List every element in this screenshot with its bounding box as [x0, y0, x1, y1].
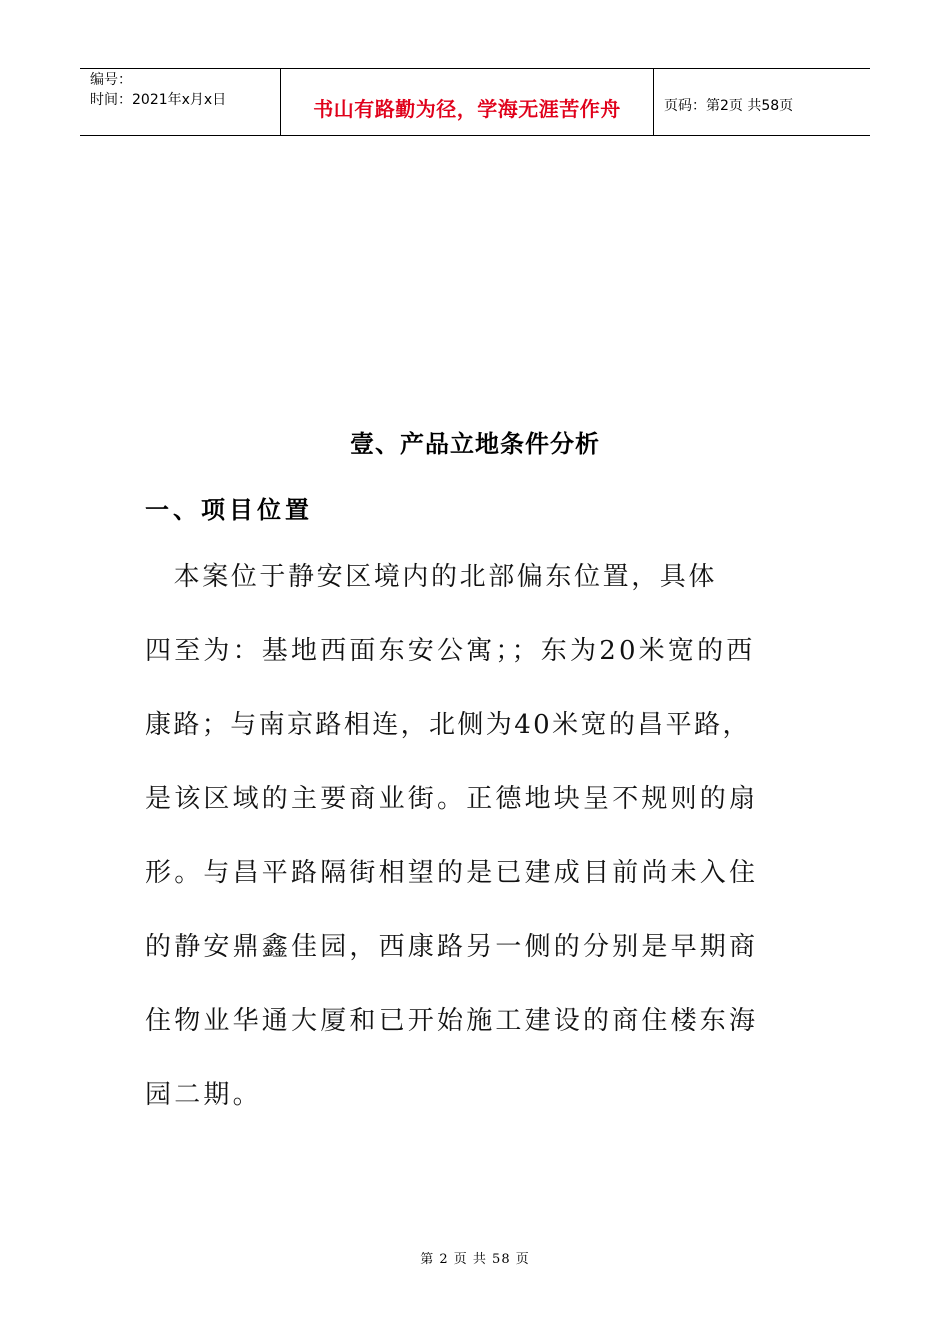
time-label: 时间：2021年x月x日: [90, 92, 227, 108]
section-heading: 一、项目位置: [145, 496, 313, 524]
paragraph-line: 本案位于静安区境内的北部偏东位置，具体: [145, 562, 718, 592]
serial-label: 编号：: [90, 72, 132, 88]
header-left-cell: [80, 69, 281, 135]
paragraph-line: 园二期。: [145, 1080, 262, 1110]
paragraph-line: 四至为：基地西面东安公寓；；东为20米宽的西: [145, 636, 756, 666]
header-motto: 书山有路勤为径，学海无涯苦作舟: [313, 97, 621, 121]
paragraph-line: 的静安鼎鑫佳园，西康路另一侧的分别是早期商: [145, 932, 759, 962]
document-title: 壹、产品立地条件分析: [350, 430, 600, 458]
page-footer: 第 2 页 共 58 页: [420, 1252, 530, 1267]
paragraph-line: 是该区域的主要商业街。正德地块呈不规则的扇: [145, 784, 759, 814]
page-header: [80, 68, 870, 136]
paragraph-line: 形。与昌平路隔街相望的是已建成目前尚未入住: [145, 858, 759, 888]
header-page-info: 页码：第2页 共58页: [664, 98, 794, 114]
paragraph-line: 康路；与南京路相连，北侧为40米宽的昌平路，: [145, 710, 751, 740]
header-right-cell: [654, 69, 870, 135]
paragraph-line: 住物业华通大厦和已开始施工建设的商住楼东海: [145, 1006, 759, 1036]
header-middle-cell: [281, 69, 654, 135]
